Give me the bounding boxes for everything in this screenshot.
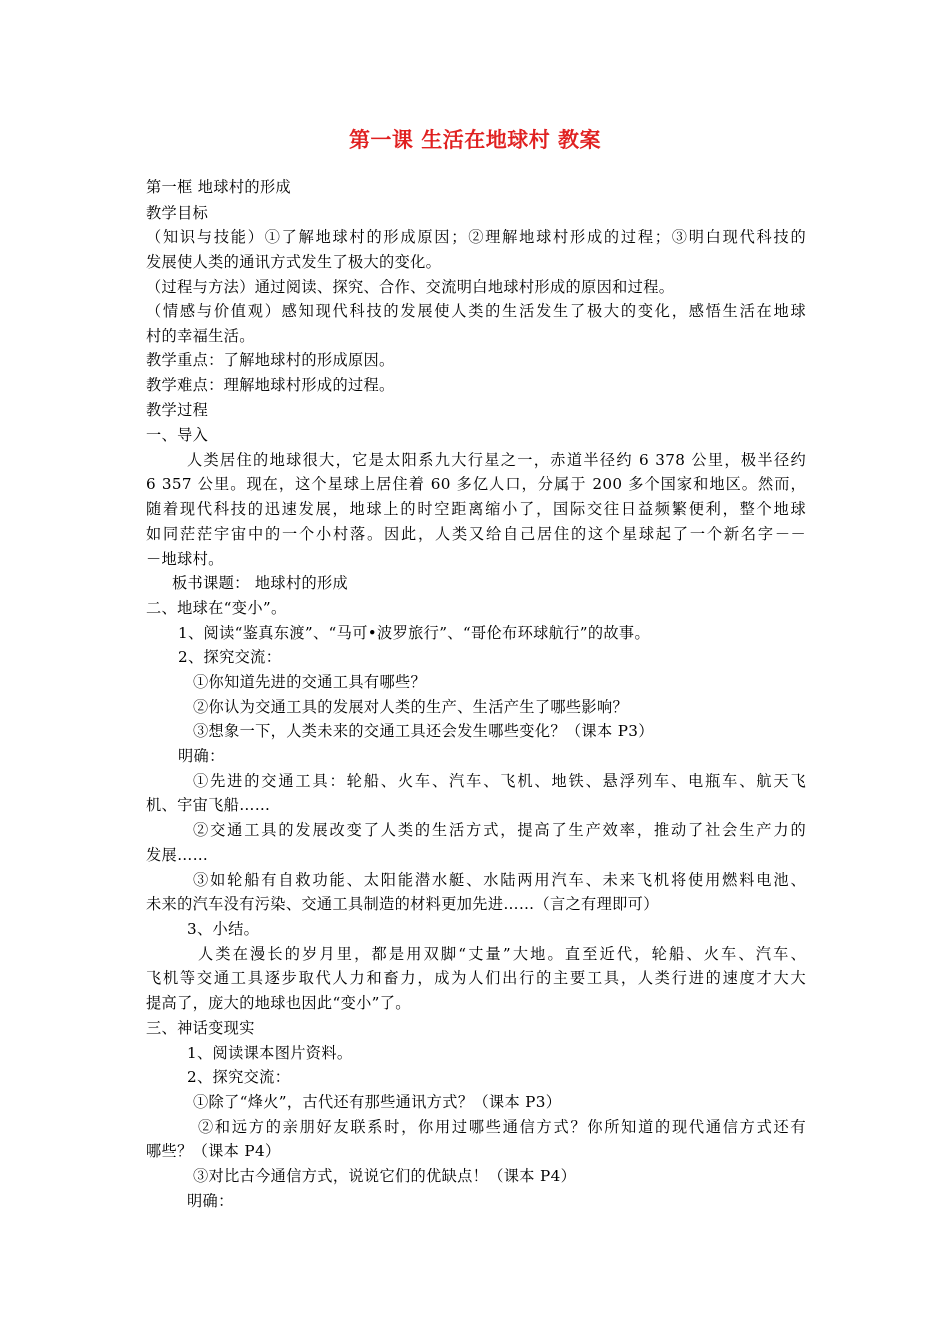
section-heading: 二、地球在“变小”。 [146, 599, 287, 617]
text-line: （知识与技能）①了解地球村的形成原因；②理解地球村形成的过程；③明白现代科技的 [146, 228, 806, 246]
text-line: 随着现代科技的迅速发展，地球上的时空距离缩小了，国际交往日益频繁便利，整个地球 [146, 500, 806, 518]
text-line: 村的幸福生活。 [146, 327, 255, 345]
text-line: 6 357 公里。现在，这个星球上居住着 60 多亿人口，分属于 200 多个国家和地区。然而， [146, 475, 806, 493]
text-line: 机、宇宙飞船…… [146, 796, 271, 814]
text-line: ③对比古今通信方式，说说它们的优缺点！（课本 P4） [193, 1167, 577, 1185]
text-line: ②交通工具的发展改变了人类的生活方式，提高了生产效率，推动了社会生产力的 [193, 821, 806, 839]
text-line: 板书课题： 地球村的形成 [172, 574, 349, 592]
text-line: 1、阅读“鉴真东渡”、“马可•波罗旅行”、“哥伦布环球航行”的故事。 [178, 624, 650, 642]
text-line: ①除了“烽火”，古代还有那些通讯方式？（课本 P3） [193, 1093, 562, 1111]
text-line: 教学重点：了解地球村的形成原因。 [146, 351, 395, 369]
text-line: 教学目标 [146, 204, 209, 222]
text-line: ①先进的交通工具：轮船、火车、汽车、飞机、地铁、悬浮列车、电瓶车、航天飞 [193, 772, 806, 790]
text-line: 教学难点：理解地球村形成的过程。 [146, 376, 395, 394]
document-title: 第一课 生活在地球村 教案 [348, 128, 602, 152]
text-line: 提高了，庞大的地球也因此“变小”了。 [146, 994, 411, 1012]
text-line: 明确： [187, 1192, 234, 1210]
text-line: 明确： [178, 747, 225, 765]
text-line: －地球村。 [146, 550, 224, 568]
text-line: ③如轮船有自救功能、太阳能潜水艇、水陆两用汽车、未来飞机将使用燃料电池、 [193, 871, 806, 889]
text-line: 2、探究交流： [178, 648, 282, 666]
text-line: 发展…… [146, 846, 209, 864]
text-line: 人类在漫长的岁月里，都是用双脚“丈量”大地。直至近代，轮船、火车、汽车、 [198, 945, 806, 963]
text-line: 如同茫茫宇宙中的一个小村落。因此，人类又给自己居住的这个星球起了一个新名字－－ [146, 525, 806, 543]
text-line: ①你知道先进的交通工具有哪些？ [193, 673, 427, 691]
text-line: 3、小结。 [187, 920, 260, 938]
text-line: 未来的汽车没有污染、交通工具制造的材料更加先进……（言之有理即可） [146, 895, 659, 913]
text-line: （情感与价值观）感知现代科技的发展使人类的生活发生了极大的变化，感悟生活在地球 [146, 302, 806, 320]
text-line: 发展使人类的通讯方式发生了极大的变化。 [146, 253, 442, 271]
text-line: 人类居住的地球很大，它是太阳系九大行星之一，赤道半径约 6 378 公里，极半径约 [187, 451, 806, 469]
text-line: （过程与方法）通过阅读、探究、合作、交流明白地球村形成的原因和过程。 [146, 278, 675, 296]
text-line: 2、探究交流： [187, 1068, 291, 1086]
text-line: 飞机等交通工具逐步取代人力和畜力，成为人们出行的主要工具，人类行进的速度才大大 [146, 969, 806, 987]
text-line: 哪些？（课本 P4） [146, 1142, 281, 1160]
text-line: ③想象一下，人类未来的交通工具还会发生哪些变化？（课本 P3） [193, 722, 654, 740]
section-heading: 一、导入 [146, 426, 209, 444]
text-line: ②你认为交通工具的发展对人类的生产、生活产生了哪些影响？ [193, 698, 629, 716]
section-heading: 第一框 地球村的形成 [146, 178, 292, 196]
text-line: ②和远方的亲朋好友联系时，你用过哪些通信方式？你所知道的现代通信方式还有 [198, 1118, 806, 1136]
section-heading: 三、神话变现实 [146, 1019, 255, 1037]
text-line: 教学过程 [146, 401, 209, 419]
text-line: 1、阅读课本图片资料。 [187, 1044, 353, 1062]
